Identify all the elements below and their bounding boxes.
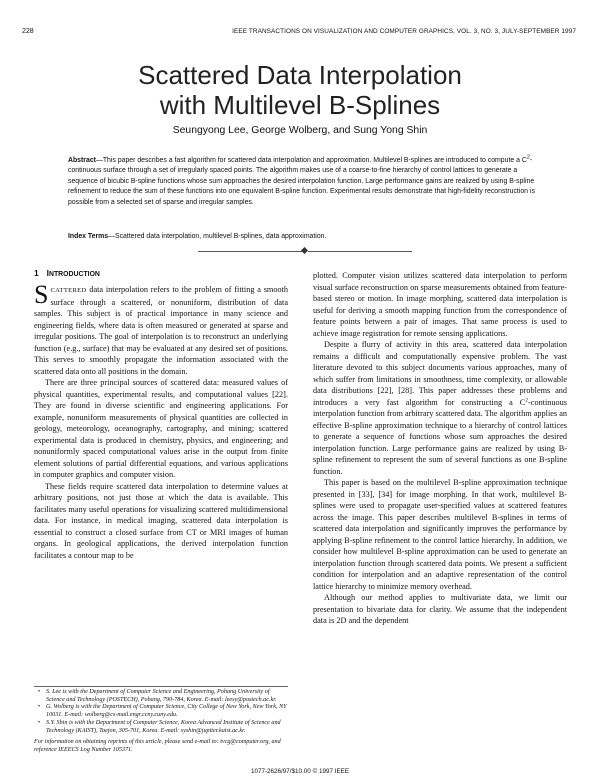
right-paragraph-2-a: Despite a flurry of activity in this area, scattered data interpolation remains a difficult and computationally expensive problem. The vast literature devoted to this subject documents various approaches, many of which suffer from limitations in smoothness, time complexity, or allowable data distributions [22], [28]. This paper addresses these problems and introduces a very fast algorithm for constructing a C	[313, 340, 567, 407]
paper-title	[0, 60, 600, 120]
footnote-text: S.Y. Shin is with the Department of Computer Science, Korea Advanced Institute of Science and Technology (KAIST), Taejon, 305-701, Korea. E-mail: syshin@jupiter.kaist.ac.kr.	[46, 719, 281, 734]
index-terms-label: Index Terms	[68, 233, 109, 240]
abstract-text-a: —This paper describes a fast algorithm for scattered data interpolation and approximation. Multilevel B-splines are introduced to compute a C	[95, 157, 527, 164]
running-head: IEEE TRANSACTIONS ON VISUALIZATION AND COMPUTER GRAPHICS, VOL. 3, NO. 3, JULY-SEPTEMBER 1997	[232, 28, 576, 35]
right-paragraph-1: plotted. Computer vision utilizes scattered data interpolation to perform visual surface reconstruction on sparse measurements obtained from feature-based stereo or motion. In image morphing, scattered data interpolation is useful for deriving a smooth mapping function from the correspondence of feature points between a pair of images. That same process is used to achieve image registration for remote sensing applications.	[313, 271, 567, 338]
footnote-affiliation-wolberg	[34, 704, 288, 719]
separator-rule-right	[308, 251, 412, 252]
index-terms	[68, 232, 538, 242]
right-column	[313, 270, 567, 627]
section-heading	[34, 268, 100, 278]
diamond-ornament-icon	[301, 247, 308, 254]
footnotes	[34, 689, 288, 755]
page-number: 228	[22, 28, 34, 35]
authors: Seungyong Lee, George Wolberg, and Sung Yong Shin	[172, 125, 428, 136]
abstract	[68, 156, 538, 208]
title-line-2: with Multilevel B-Splines	[159, 90, 441, 120]
separator-rule-left	[198, 251, 302, 252]
footnote-affiliation-lee	[34, 689, 288, 704]
section-number: 1	[34, 268, 39, 278]
copyright-line: 1077-2626/97/$10.00 © 1997 IEEE	[250, 768, 350, 775]
footnote-bullet-icon: •	[38, 689, 41, 695]
footnote-text: S. Lee is with the Department of Computer Science and Engineering, Pohang University of Science and Technology (POSTECH), Pohang, 790-784, Korea. E-mail: leesy@postech.ac.kr.	[46, 689, 277, 703]
section-title-rest: NTRODUCTION	[49, 271, 100, 278]
left-paragraph-2: There are three principal sources of scattered data: measured values of physical quantities, experimental results, and computational values [22]. They are found in diverse scientific and engineering applications. For example, nonuniform measurements of physical quantities are collected in geology, meteorology, oceanography, cartography, and mining; scattered experimental data is produced in chemistry, physics, and engineering; and nonuniformly spaced computational values arise in the output from finite element solutions of partial differential equations, and various applications in computer graphics and computer vision.	[34, 378, 288, 479]
drop-cap: S	[34, 280, 49, 309]
footnote-affiliation-shin	[34, 720, 288, 735]
reprint-info: For information on obtaining reprints of this article, please send e-mail to: tvcg@computer.org, and reference IEEECS Log Number 105371.	[34, 739, 281, 753]
small-caps-lead: CATTERED	[50, 287, 87, 294]
right-paragraph-2-sup: 2	[525, 396, 529, 403]
left-paragraph-1	[34, 280, 288, 377]
footnote-text: G. Wolberg is with the Department of Computer Science, City College of New York, New York, NY 10031. E-mail: wolberg@cs-mail.engr.ccny.cuny.edu.	[46, 704, 287, 719]
footnote-bullet-icon: •	[38, 719, 41, 726]
footnote-rule	[34, 686, 288, 687]
left-paragraph-3: These fields require scattered data interpolation to determine values at arbitrary positions, not just those at which the data is available. This facilitates many useful operations for visualizing scattered multidimensional data. For instance, in medical imaging, scattered data interpolation is essential to construct a closed surface from CT or MRI images of human organs. In geological applications, the derived interpolation function facilitates a contour map to be	[34, 481, 288, 560]
index-terms-text: —Scattered data interpolation, multilevel B-splines, data approximation.	[108, 233, 327, 240]
abstract-label: Abstract	[68, 157, 96, 164]
section-initial: I	[46, 268, 49, 278]
abstract-text-b: -continuous surface through a set of irregularly spaced points. The algorithm makes use of a coarse-to-fine hierarchy of control lattices to generate a sequence of bicubic B-spline functions whose sum approaches the desired interpolation function. Large performance gains are realized by using B-spline refinement to reduce the sum of these functions into one equivalent B-spline function. Experimental results demonstrate that high-fidelity reconstruction is possible from a selected set of sparse and irregular samples.	[68, 157, 535, 206]
left-paragraph-1-text: data interpolation refers to the problem of fitting a smooth surface through a scattered, or nonuniform, distribution of data samples. This subject is of practical importance in many science and engineering fields, where data is often measured or generated at sparse and irregular positions. The goal of interpolation is to reconstruct an underlying function (e.g., surface) that may be evaluated at any desired set of positions. This serves to smoothly propagate the information associated with the scattered data onto all positions in the domain.	[34, 285, 288, 376]
right-paragraph-4: Although our method applies to multivariate data, we limit our presentation to bivariate data for clarity. We assume that the independent data is 2D and the dependent	[313, 593, 567, 625]
abstract-sup: 2	[526, 154, 530, 161]
footnote-bullet-icon: •	[38, 704, 41, 711]
left-column	[34, 280, 288, 561]
right-paragraph-3: This paper is based on the multilevel B-spline approximation technique presented in [33], [34] for image morphing. In that work, multilevel B-splines were used to propagate user-specified values at scattered features across the image. This paper describes multilevel B-splines in terms of scattered data interpolation and significantly improves the performance by applying B-spline refinement to the control lattice hierarchy. In addition, we consider how multilevel B-spline approximation can be used to generate an interpolation function through scattered data points. We present a sufficient condition for interpolation and an adaptive representation of the control lattice hierarchy to minimize memory overhead.	[313, 478, 567, 591]
right-paragraph-2-b: -continuous interpolation function from arbitrary scattered data. The algorithm applies an effective B-spline approximation technique to a hierarchy of control lattices to generate a sequence of functions whose sum approaches the desired interpolation function. Large performance gains are realized by using B-spline refinement to represent the sum of several functions as one B-spline function.	[313, 397, 567, 476]
right-paragraph-2	[313, 339, 567, 477]
title-line-1: Scattered Data Interpolation	[138, 60, 462, 90]
